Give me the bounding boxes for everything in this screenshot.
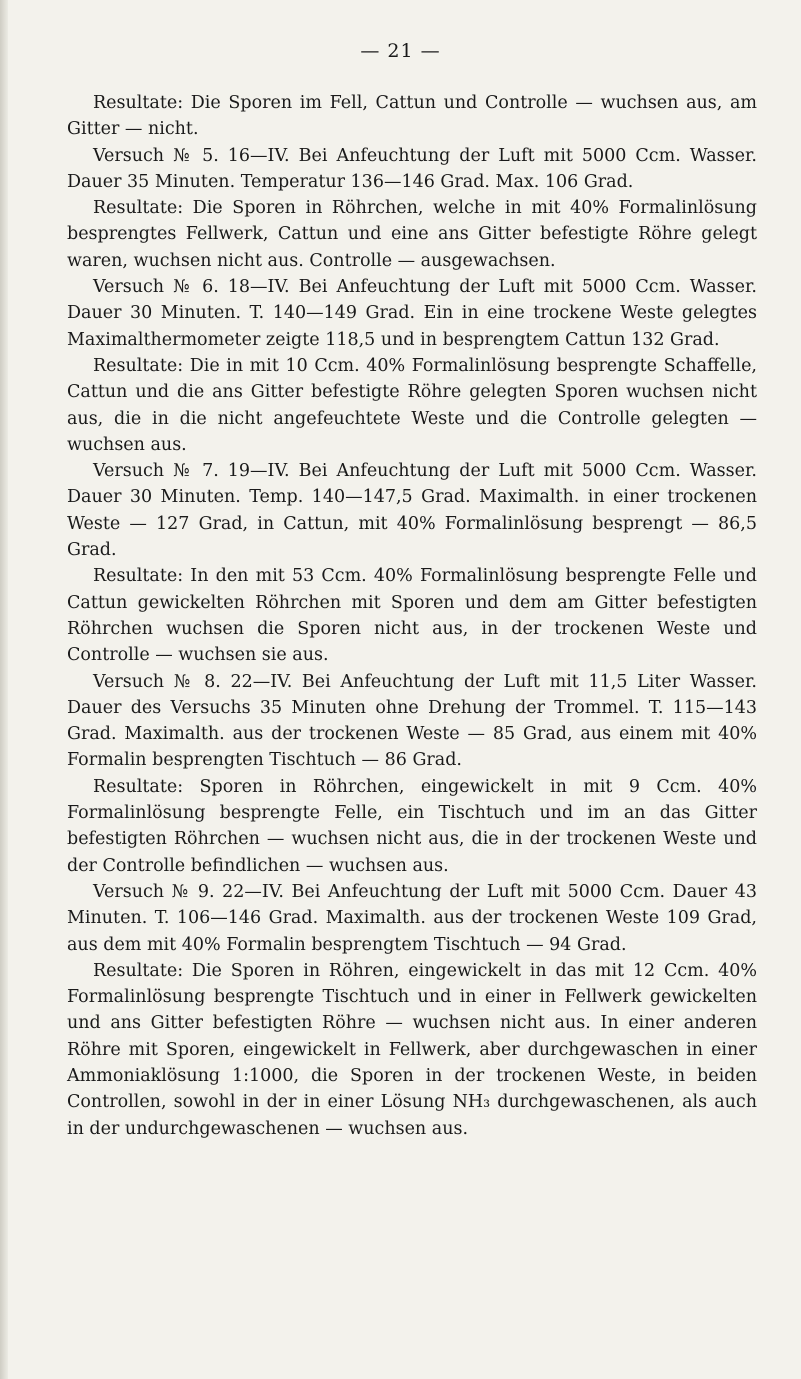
paragraph: Versuch № 6. 18—IV. Bei Anfeuchtung der Luft mit 5000 Ccm. Wasser. Dauer 30 Minuten. T. 140—149 Grad. Ein in eine trockene Weste gelegtes Maximalthermometer zeigte 118,5 und in besprengtem Cattun 132 Grad.: [67, 277, 757, 350]
paragraph: Resultate: Die Sporen in Röhrchen, welche in mit 40% Formalinlösung besprengtes Fellwerk, Cattun und eine ans Gitter befestigte Röhre gelegt waren, wuchsen nicht aus. Controlle — ausgewachsen.: [67, 198, 757, 271]
body-text: [67, 90, 757, 1142]
paragraph: Versuch № 7. 19—IV. Bei Anfeuchtung der Luft mit 5000 Ccm. Wasser. Dauer 30 Minuten. Temp. 140—147,5 Grad. Maximalth. in einer trockenen Weste — 127 Grad, in Cattun, mit 40% Formalinlösung besprengt — 86,5 Grad.: [67, 461, 757, 561]
paragraph: Resultate: Sporen in Röhrchen, eingewickelt in mit 9 Ccm. 40% Formalinlösung besprengte Felle, ein Tischtuch und im an das Gitter befestigten Röhrchen — wuchsen nicht aus, die in der trockenen Weste und der Controlle befindlichen — wuchsen aus.: [67, 776, 757, 876]
paragraph: Resultate: In den mit 53 Ccm. 40% Formalinlösung besprengte Felle und Cattun gewickelten Röhrchen mit Sporen und dem am Gitter befestigten Röhrchen wuchsen die Sporen nicht aus, in der trockenen Weste und Controlle — wuchsen sie aus.: [67, 566, 757, 666]
paragraph: Versuch № 9. 22—IV. Bei Anfeuchtung der Luft mit 5000 Ccm. Dauer 43 Minuten. T. 106—146 Grad. Maximalth. aus der trockenen Weste 109 Grad, aus dem mit 40% Formalin besprengtem Tischtuch — 94 Grad.: [67, 881, 757, 955]
paragraph: Resultate: Die Sporen in Röhren, eingewickelt in das mit 12 Ccm. 40% Formalinlösung besprengte Tischtuch und in einer in Fellwerk gewickelten und ans Gitter befestigten Röhre — wuchsen nicht aus. In einer anderen Röhre mit Sporen, eingewickelt in Fellwerk, aber durchgewaschen in einer Ammoniaklösung 1:1000, die Sporen in der trockenen Weste, in beiden Controllen, sowohl in der in einer Lösung NH₃ durchgewaschenen, als auch in der undurchgewaschenen — wuchsen aus.: [67, 960, 757, 1139]
paragraph: Resultate: Die Sporen im Fell, Cattun und Controlle — wuchsen aus, am Gitter — nicht.: [67, 93, 757, 140]
paragraph: Resultate: Die in mit 10 Ccm. 40% Formalinlösung besprengte Schaffelle, Cattun und die ans Gitter befestigte Röhre gelegten Sporen wuchsen nicht aus, die in die nicht angefeuchtete Weste und die Controlle gelegten — wuchsen aus.: [67, 355, 757, 455]
paragraph: Versuch № 5. 16—IV. Bei Anfeuchtung der Luft mit 5000 Ccm. Wasser. Dauer 35 Minuten. Temperatur 136—146 Grad. Max. 106 Grad.: [67, 145, 757, 192]
page-number: — 21 —: [360, 40, 441, 62]
page-edge-shadow: [0, 0, 8, 1379]
paragraph: Versuch № 8. 22—IV. Bei Anfeuchtung der Luft mit 11,5 Liter Wasser. Dauer des Versuchs 35 Minuten ohne Drehung der Trommel. T. 115—143 Grad. Maximalth. aus der trockenen Weste — 85 Grad, aus einem mit 40% Formalin besprengten Tischtuch — 86 Grad.: [67, 671, 757, 771]
